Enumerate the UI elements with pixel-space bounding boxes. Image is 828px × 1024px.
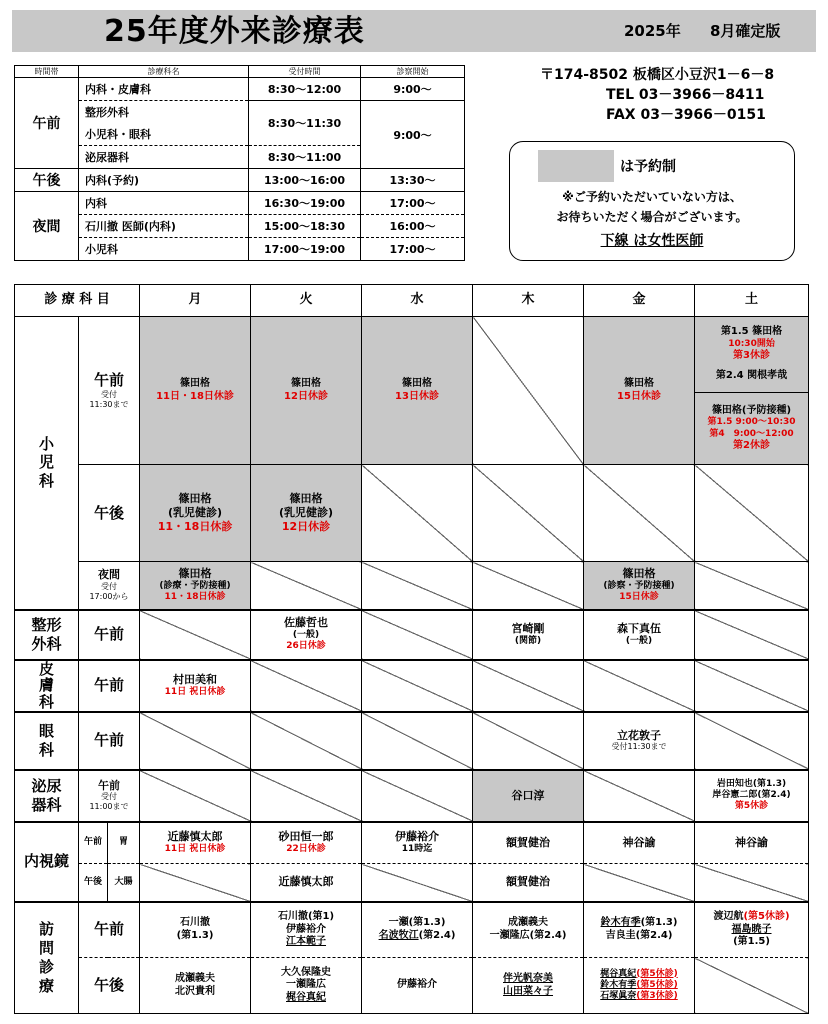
day-header-sat: 土: [695, 285, 809, 317]
cell-eye-thu: [473, 712, 584, 770]
female-doctor-note: [510, 230, 794, 250]
hours-reception: 8:30～12:00: [249, 78, 361, 101]
cell-derm-mon: 村田美和 11日 祝日休診: [140, 660, 251, 712]
cell-endo-pm-sat: [695, 864, 809, 902]
day-header-tue: 火: [251, 285, 362, 317]
hours-reception: 8:30～11:00: [249, 146, 361, 169]
hours-start: 13:30～: [361, 169, 465, 192]
cell-visit-am-fri: 鈴木有季(第1.3) 吉良圭(第2.4): [584, 902, 695, 958]
cell-visit-am-tue: 石川撤(第1) 伊藤裕介 江本範子: [251, 902, 362, 958]
dept-ophthalmology: 眼 科: [15, 712, 79, 770]
hours-header-start: 診察開始: [361, 66, 465, 78]
period-uro-am: 午前 受付 11:00まで: [79, 770, 140, 822]
cell-ortho-wed: [362, 610, 473, 660]
cell-ortho-fri: 森下真伍 (一般): [584, 610, 695, 660]
underline-rest: は女性医師: [628, 233, 704, 249]
edition-label: 8月確定版: [710, 22, 781, 40]
cell-ped-pm-fri: [584, 465, 695, 562]
cell-ortho-tue: 佐藤哲也 (一般) 26日休診: [251, 610, 362, 660]
underline-word: 下線: [600, 233, 629, 249]
hours-dept: 内科: [79, 192, 249, 215]
cell-ped-am-tue: 篠田格 12日休診: [251, 317, 362, 465]
cell-ped-pm-wed: [362, 465, 473, 562]
cell-uro-mon: [140, 770, 251, 822]
hours-reception: 13:00～16:00: [249, 169, 361, 192]
dept-urology: 泌尿 器科: [15, 770, 79, 822]
cell-eye-fri: 立花敦子 受付11:30まで: [584, 712, 695, 770]
address-tel: TEL 03－3966－8411: [606, 87, 765, 103]
cell-endo-pm-fri: [584, 864, 695, 902]
cell-eye-tue: [251, 712, 362, 770]
hours-start: 9:00～: [361, 78, 465, 101]
dept-home-visit: 訪 問 診 療: [15, 902, 79, 1014]
period-visit-pm: 午後: [79, 958, 140, 1014]
cell-derm-sat: [695, 660, 809, 712]
hours-reception: 16:30～19:00: [249, 192, 361, 215]
period-derm-am: 午前: [79, 660, 140, 712]
cell-ped-am-mon: 篠田格 11日・18日休診: [140, 317, 251, 465]
hours-reception: 15:00～18:30: [249, 215, 361, 238]
cell-visit-pm-mon: 成瀬義夫 北沢貴利: [140, 958, 251, 1014]
cell-uro-tue: [251, 770, 362, 822]
cell-eye-wed: [362, 712, 473, 770]
cell-visit-am-wed: 一瀬(第1.3) 名波牧江(第2.4): [362, 902, 473, 958]
cell-ped-night-wed: [362, 562, 473, 610]
day-header-wed: 水: [362, 285, 473, 317]
hours-table: [14, 65, 465, 261]
period-ped-am: 午前 受付 11:30まで: [79, 317, 140, 465]
address-postal: 〒174-8502 板橋区小豆沢1－6－8: [540, 67, 775, 83]
dept-pediatrics: 小 児 科: [15, 317, 79, 610]
reservation-note: [509, 141, 795, 261]
hours-dept: 内科(予約): [79, 169, 249, 192]
cell-ped-night-fri: 篠田格 (診察・予防接種) 15日休診: [584, 562, 695, 610]
cell-derm-tue: [251, 660, 362, 712]
dept-endoscopy: 内視鏡: [15, 822, 79, 902]
cell-eye-mon: [140, 712, 251, 770]
cell-endo-am-tue: 砂田恒一郎 22日休診: [251, 822, 362, 864]
cell-uro-sat: 岩田知也(第1.3) 岸谷憲二郎(第2.4) 第5休診: [695, 770, 809, 822]
cell-uro-wed: [362, 770, 473, 822]
cell-visit-am-thu: 成瀬義夫 一瀬隆広(第2.4): [473, 902, 584, 958]
hours-dept: 泌尿器科: [79, 146, 249, 169]
cell-ped-am-sat-1: 第1.5 篠田格 10:30開始 第3休診 第2.4 関根孝哉: [695, 317, 809, 393]
schedule-corner: 診 療 科 目: [15, 285, 140, 317]
cell-ped-pm-tue: 篠田格 (乳児健診) 12日休診: [251, 465, 362, 562]
hours-period-am: 午前: [15, 78, 79, 169]
day-header-fri: 金: [584, 285, 695, 317]
cell-derm-fri: [584, 660, 695, 712]
reservation-text: は予約制: [620, 159, 676, 175]
cell-visit-pm-fri: 梶谷真紀(第5休診) 鈴木有季(第5休診) 石塚眞奈(第3休診): [584, 958, 695, 1014]
cell-ped-am-fri: 篠田格 15日休診: [584, 317, 695, 465]
cell-ortho-sat: [695, 610, 809, 660]
hours-reception: 17:00～19:00: [249, 238, 361, 261]
cell-endo-pm-mon: [140, 864, 251, 902]
cell-ortho-mon: [140, 610, 251, 660]
hours-start: 9:00～: [361, 101, 465, 169]
page-title: 25年度外来診療表: [104, 14, 365, 49]
hours-period-pm: 午後: [15, 169, 79, 192]
cell-visit-am-mon: 石川撤 (第1.3): [140, 902, 251, 958]
year-label: 2025年: [624, 22, 681, 40]
cell-visit-am-sat: 渡辺航(第5休診) 福島暁子 (第1.5): [695, 902, 809, 958]
cell-derm-wed: [362, 660, 473, 712]
period-visit-am: 午前: [79, 902, 140, 958]
cell-ped-pm-thu: [473, 465, 584, 562]
hours-start: 16:00～: [361, 215, 465, 238]
cell-endo-am-fri: 神谷諭: [584, 822, 695, 864]
note-line-1: ※ご予約いただいていない方は、: [562, 190, 742, 204]
hours-dept: 小児科・眼科: [79, 123, 249, 146]
cell-uro-thu: 谷口淳: [473, 770, 584, 822]
cell-uro-fri: [584, 770, 695, 822]
hours-start: 17:00～: [361, 238, 465, 261]
cell-endo-pm-thu: 額賀健治: [473, 864, 584, 902]
cell-ortho-thu: 宮崎剛 (関節): [473, 610, 584, 660]
cell-ped-pm-sat: [695, 465, 809, 562]
cell-endo-am-mon: 近藤慎太郎 11日 祝日休診: [140, 822, 251, 864]
hours-header-period: 時間帯: [15, 66, 79, 78]
hours-header-reception: 受付時間: [249, 66, 361, 78]
cell-ped-am-sat-2: 篠田格(予防接種) 第1.5 9:00～10:30 第4 9:00～12:00 第2休診: [695, 393, 809, 465]
cell-ped-am-wed: 篠田格 13日休診: [362, 317, 473, 465]
period-eye-am: 午前: [79, 712, 140, 770]
day-header-mon: 月: [140, 285, 251, 317]
hours-dept: 内科・皮膚科: [79, 78, 249, 101]
hours-period-night: 夜間: [15, 192, 79, 261]
hours-start: 17:00～: [361, 192, 465, 215]
period-endo-pm: 午後: [79, 864, 108, 902]
period-ped-pm: 午後: [79, 465, 140, 562]
cell-visit-pm-tue: 大久保隆史 一瀬隆広 梶谷真紀: [251, 958, 362, 1014]
hours-reception: 8:30～11:30: [249, 101, 361, 146]
schedule-table: [14, 284, 809, 1014]
cell-endo-am-sat: 神谷諭: [695, 822, 809, 864]
note-line-2: お待ちいただく場合がございます。: [556, 210, 748, 224]
cell-endo-pm-tue: 近藤慎太郎: [251, 864, 362, 902]
cell-visit-pm-thu: 伴光帆奈美 山田菜々子: [473, 958, 584, 1014]
period-endo-am: 午前: [79, 822, 108, 864]
cell-ped-pm-mon: 篠田格 (乳児健診) 11・18日休診: [140, 465, 251, 562]
cell-ped-night-thu: [473, 562, 584, 610]
cell-eye-sat: [695, 712, 809, 770]
cell-ped-night-sat: [695, 562, 809, 610]
cell-visit-pm-wed: 伊藤裕介: [362, 958, 473, 1014]
cell-ped-night-mon: 篠田格 (診療・予防接種) 11・18日休診: [140, 562, 251, 610]
hours-dept: 整形外科: [79, 101, 249, 124]
cell-ped-am-thu: [473, 317, 584, 465]
dept-orthopedics: 整形 外科: [15, 610, 79, 660]
cell-endo-pm-wed: [362, 864, 473, 902]
period-ortho-am: 午前: [79, 610, 140, 660]
dept-dermatology: 皮 膚 科: [15, 660, 79, 712]
cell-endo-am-wed: 伊藤裕介 11時迄: [362, 822, 473, 864]
reservation-swatch: [538, 150, 614, 182]
hours-dept: 石川撤 医師(内科): [79, 215, 249, 238]
day-header-thu: 木: [473, 285, 584, 317]
endo-type-am: 胃: [108, 822, 140, 864]
cell-derm-thu: [473, 660, 584, 712]
cell-endo-am-thu: 額賀健治: [473, 822, 584, 864]
period-ped-night: 夜間 受付 17:00から: [79, 562, 140, 610]
endo-type-pm: 大腸: [108, 864, 140, 902]
hours-header-dept: 診療科名: [79, 66, 249, 78]
title-banner: [12, 10, 816, 52]
address-fax: FAX 03－3966－0151: [606, 107, 766, 123]
cell-visit-pm-sat: [695, 958, 809, 1014]
hours-dept: 小児科: [79, 238, 249, 261]
cell-ped-night-tue: [251, 562, 362, 610]
